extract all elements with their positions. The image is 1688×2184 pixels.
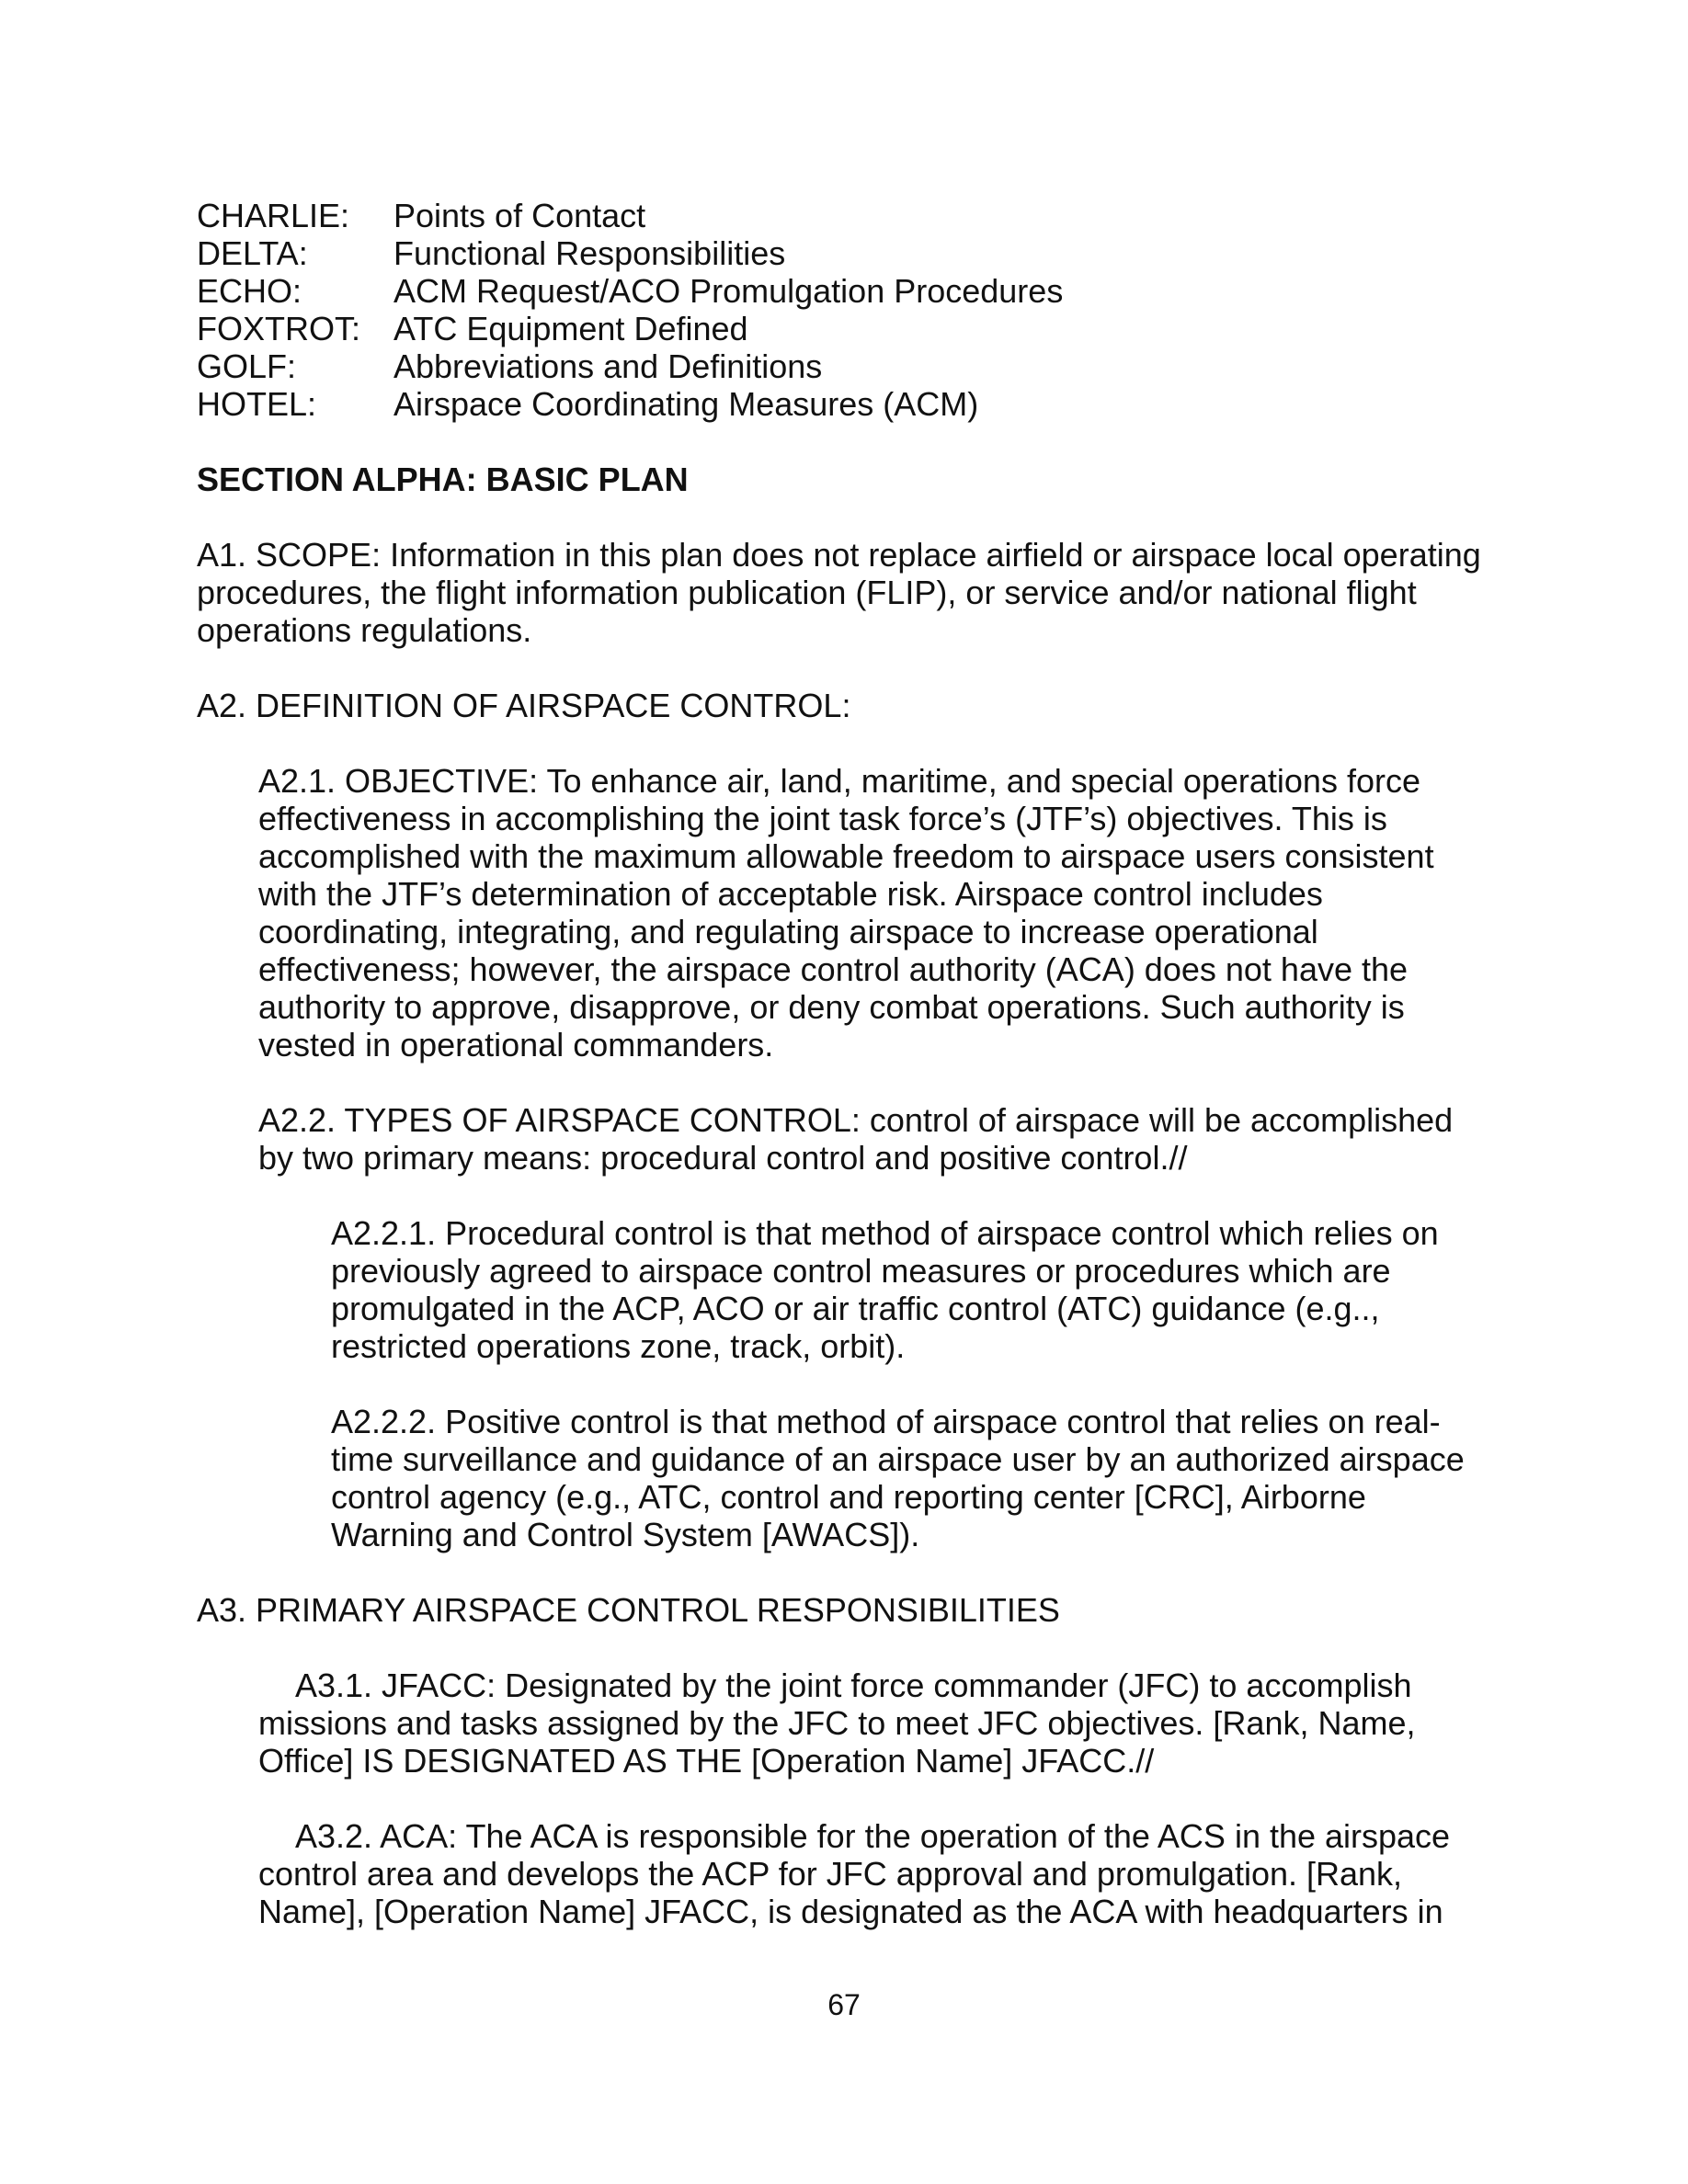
text-line: effectiveness in accomplishing the joint task force’s (JTF’s) objectives. This is: [258, 800, 1387, 837]
annex-title: ACM Request/ACO Promulgation Procedures: [393, 272, 1064, 310]
text-line: control agency (e.g., ATC, control and reporting center [CRC], Airborne: [331, 1478, 1366, 1516]
text-line: Office] IS DESIGNATED AS THE [Operation Name] JFACC.//: [258, 1742, 1155, 1780]
text-line: promulgated in the ACP, ACO or air traffic control (ATC) guidance (e.g..,: [331, 1290, 1380, 1327]
annex-key: ECHO:: [197, 272, 302, 310]
text-line: Warning and Control System [AWACS]).: [331, 1516, 920, 1553]
paragraph-heading-a2: A2. DEFINITION OF AIRSPACE CONTROL:: [197, 687, 851, 724]
text-line: operations regulations.: [197, 611, 532, 649]
section-heading: SECTION ALPHA: BASIC PLAN: [197, 461, 689, 498]
text-line: coordinating, integrating, and regulating airspace to increase operational: [258, 913, 1318, 950]
annex-key: CHARLIE:: [197, 197, 350, 234]
annex-key: DELTA:: [197, 234, 308, 272]
annex-key: HOTEL:: [197, 385, 317, 423]
text-line: control area and develops the ACP for JFC approval and promulgation. [Rank,: [258, 1855, 1403, 1893]
annex-title: Abbreviations and Definitions: [393, 347, 823, 385]
text-line: restricted operations zone, track, orbit).: [331, 1327, 906, 1365]
text-line: effectiveness; however, the airspace control authority (ACA) does not have the: [258, 950, 1409, 988]
text-line: Name], [Operation Name] JFACC, is designated as the ACA with headquarters in: [258, 1893, 1443, 1930]
paragraph-heading-a3: A3. PRIMARY AIRSPACE CONTROL RESPONSIBILITIES: [197, 1591, 1060, 1629]
annex-title: Functional Responsibilities: [393, 234, 786, 272]
text-line: A2.2.2. Positive control is that method of airspace control that relies on real-: [331, 1403, 1441, 1440]
text-line: A3.1. JFACC: Designated by the joint force commander (JFC) to accomplish: [295, 1666, 1412, 1704]
text-line: accomplished with the maximum allowable freedom to airspace users consistent: [258, 837, 1434, 875]
text-line: A2.2. TYPES OF AIRSPACE CONTROL: control of airspace will be accomplished: [258, 1101, 1454, 1139]
text-line: time surveillance and guidance of an airspace user by an authorized airspace: [331, 1440, 1465, 1478]
text-line: procedures, the flight information publication (FLIP), or service and/or national flight: [197, 574, 1417, 611]
annex-key: FOXTROT:: [197, 310, 360, 347]
page-number: 67: [827, 1988, 861, 2021]
text-line: previously agreed to airspace control measures or procedures which are: [331, 1252, 1391, 1290]
annex-title: Points of Contact: [393, 197, 646, 234]
text-line: by two primary means: procedural control and positive control.//: [258, 1139, 1188, 1177]
text-line: missions and tasks assigned by the JFC to meet JFC objectives. [Rank, Name,: [258, 1704, 1416, 1742]
text-line: authority to approve, disapprove, or deny combat operations. Such authority is: [258, 988, 1405, 1026]
text-line: A3.2. ACA: The ACA is responsible for the operation of the ACS in the airspace: [295, 1817, 1451, 1855]
text-line: with the JTF’s determination of acceptable risk. Airspace control includes: [258, 875, 1323, 913]
annex-title: Airspace Coordinating Measures (ACM): [393, 385, 979, 423]
text-line: A2.2.1. Procedural control is that method of airspace control which relies on: [331, 1214, 1439, 1252]
text-line: A1. SCOPE: Information in this plan does not replace airfield or airspace local operating: [197, 536, 1481, 574]
text-line: A2.1. OBJECTIVE: To enhance air, land, maritime, and special operations force: [258, 762, 1420, 800]
text-line: vested in operational commanders.: [258, 1026, 774, 1064]
annex-title: ATC Equipment Defined: [393, 310, 748, 347]
annex-key: GOLF:: [197, 347, 297, 385]
